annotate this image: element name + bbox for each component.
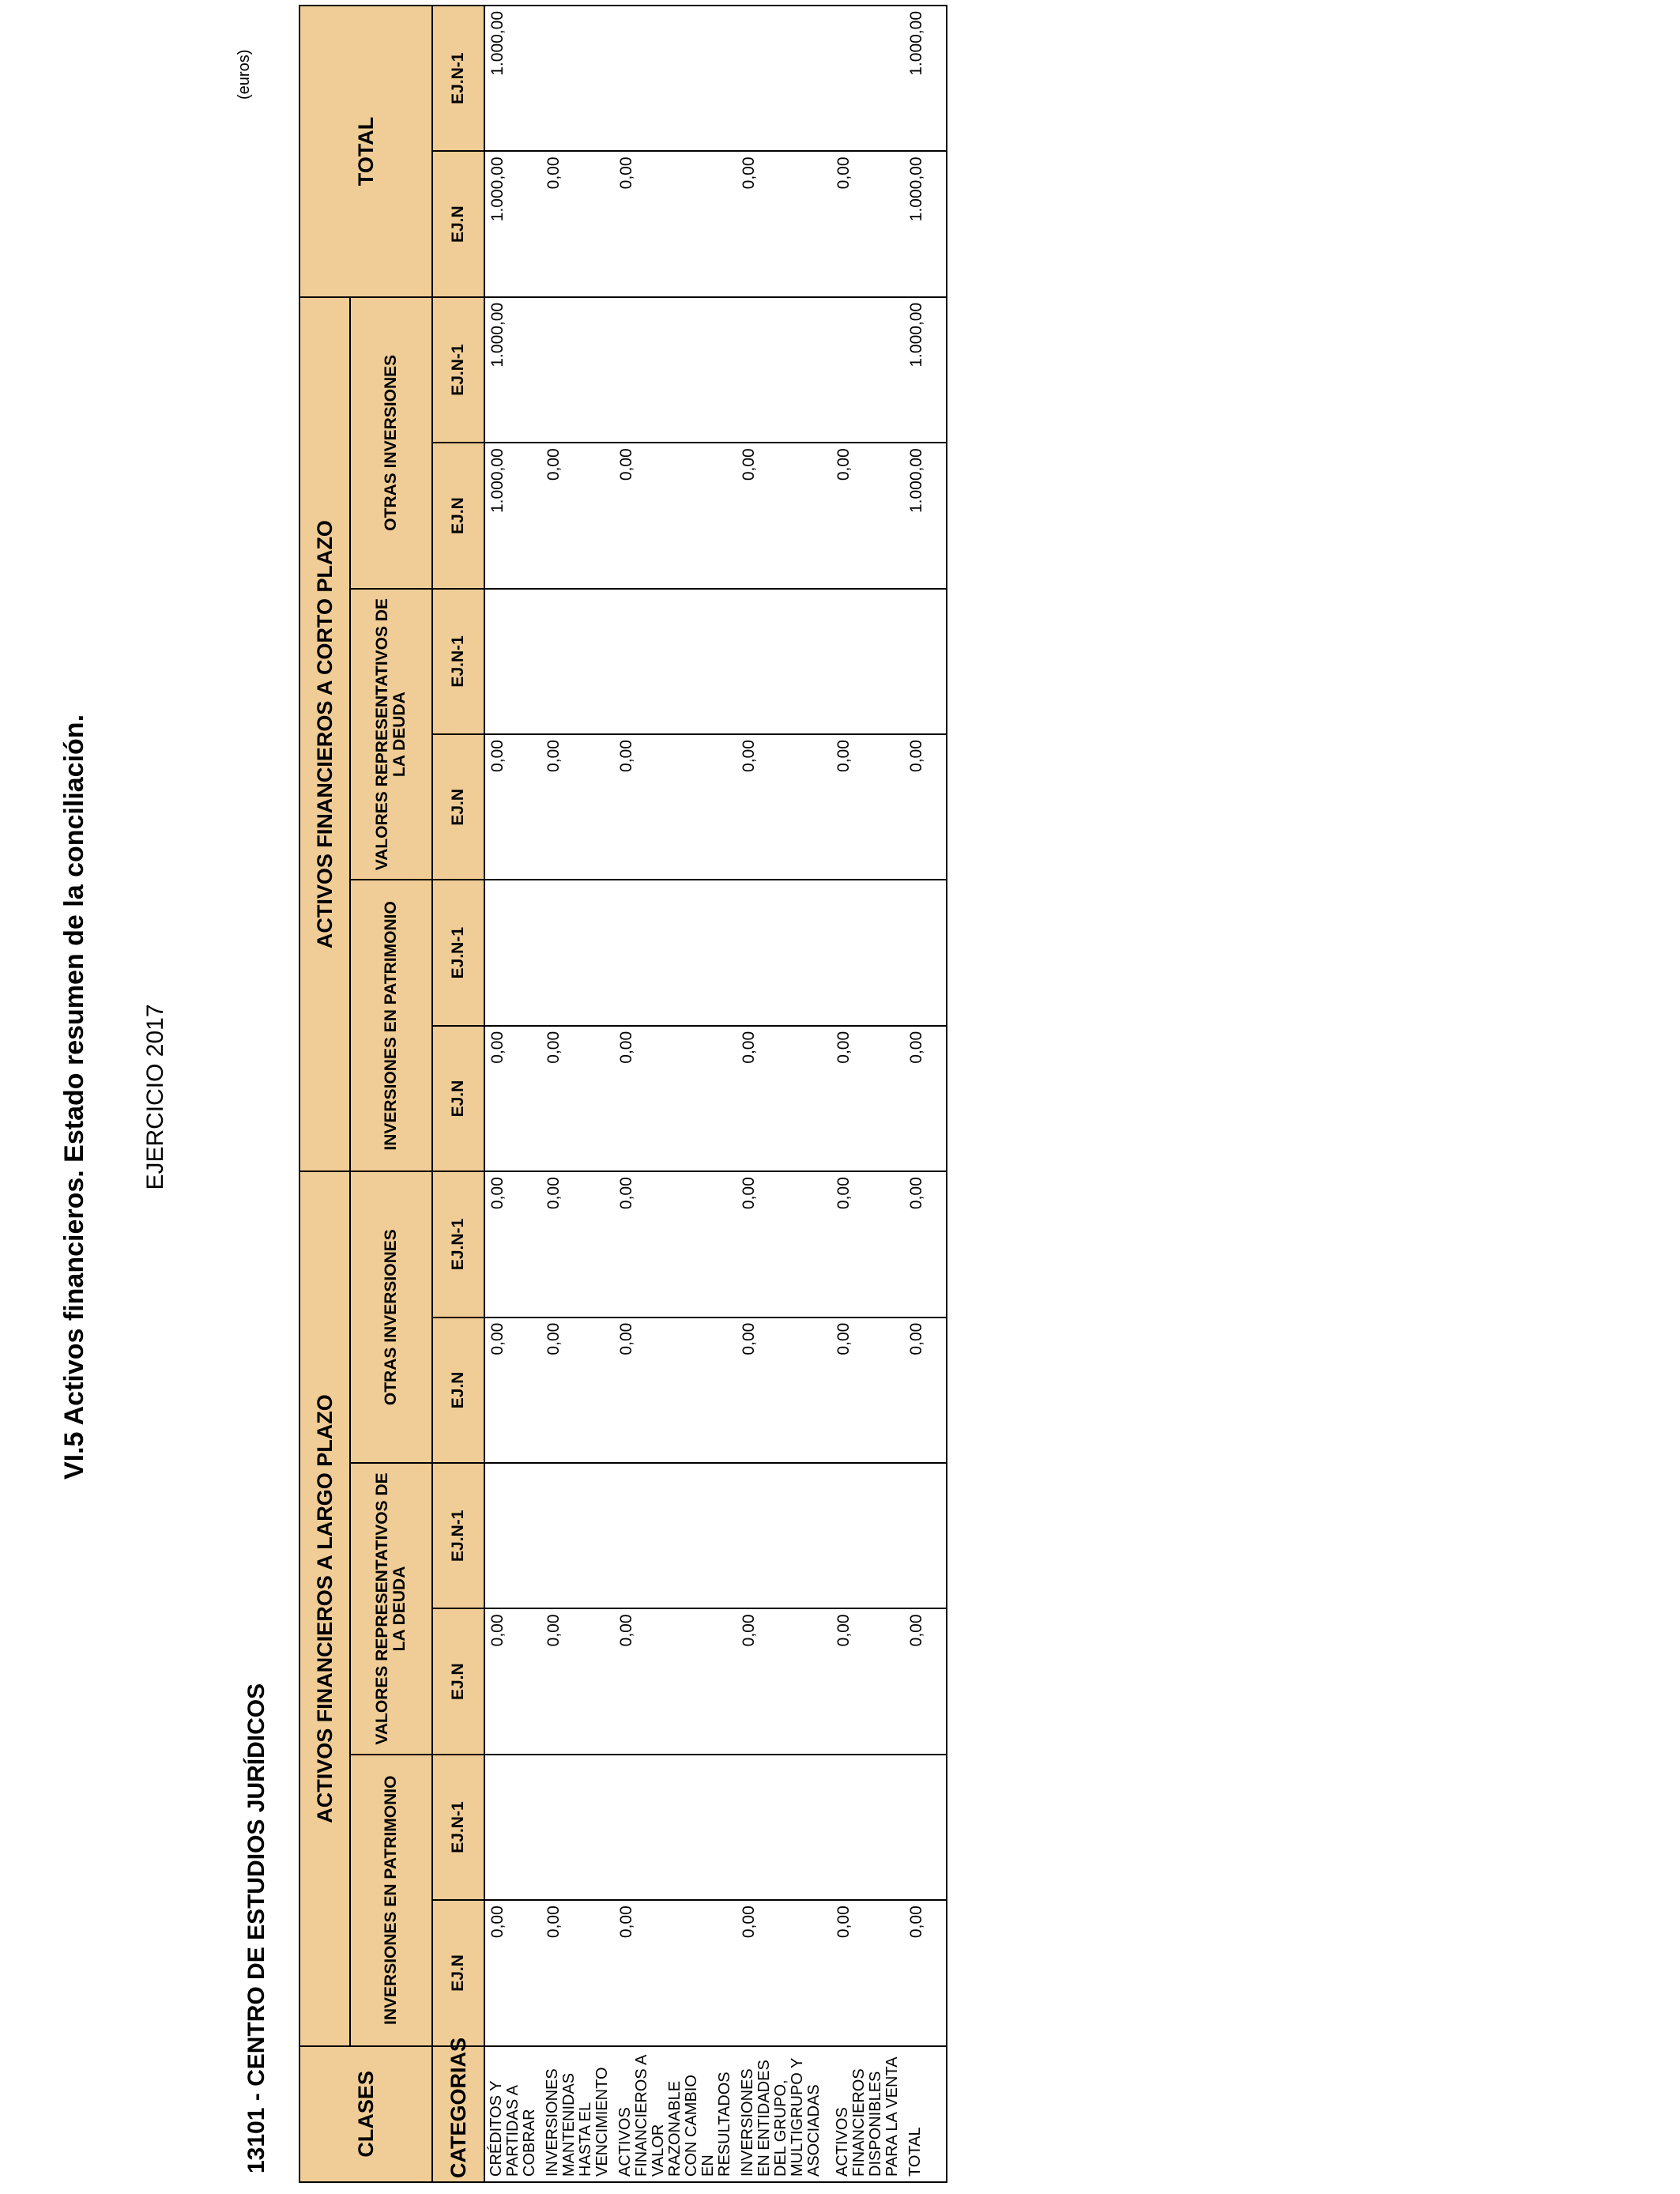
value-cell xyxy=(736,589,831,734)
ejn1-header: EJ.N-1 xyxy=(432,1755,484,1900)
value-cell: 1.000,00 xyxy=(484,443,541,588)
group-header: VALORES REPRESENTATIVOS DE LA DEUDA xyxy=(350,589,432,880)
value-cell: 1.000,00 xyxy=(484,6,541,151)
ejn1-header: EJ.N-1 xyxy=(432,1171,484,1317)
value-cell xyxy=(614,589,736,734)
ejn-header: EJ.N xyxy=(432,1026,484,1171)
group-header: OTRAS INVERSIONES xyxy=(350,297,432,589)
value-cell: 0,00 xyxy=(831,734,904,880)
value-cell: 0,00 xyxy=(736,1608,831,1754)
category-cell: INVERSIONES MANTENIDAS HASTA EL VENCIMIENTO xyxy=(541,2046,614,2182)
value-cell: 0,00 xyxy=(736,734,831,880)
value-cell: 1.000,00 xyxy=(484,297,541,443)
value-cell: 0,00 xyxy=(614,1608,736,1754)
ejn-header: EJ.N xyxy=(432,734,484,880)
category-cell: INVERSIONES EN ENTIDADES DEL GRUPO, MULTIGRUPO Y ASOCIADAS xyxy=(736,2046,831,2182)
value-cell xyxy=(904,1755,947,1900)
value-cell: 0,00 xyxy=(831,1318,904,1463)
value-cell: 0,00 xyxy=(614,1900,736,2045)
value-cell: 0,00 xyxy=(541,1026,614,1171)
group-header: INVERSIONES EN PATRIMONIO xyxy=(350,1755,432,2046)
value-cell: 0,00 xyxy=(614,443,736,588)
value-cell: 0,00 xyxy=(831,1026,904,1171)
value-cell: 1.000,00 xyxy=(904,6,947,151)
value-cell xyxy=(614,297,736,443)
currency-units: (euros) xyxy=(235,49,253,100)
value-cell xyxy=(614,1463,736,1608)
value-cell xyxy=(541,589,614,734)
value-cell xyxy=(904,589,947,734)
value-cell: 0,00 xyxy=(904,734,947,880)
value-cell xyxy=(484,880,541,1025)
ejn-header: EJ.N xyxy=(432,151,484,296)
value-cell: 0,00 xyxy=(831,1171,904,1317)
value-cell: 0,00 xyxy=(831,151,904,296)
value-cell: 0,00 xyxy=(614,734,736,880)
table-row xyxy=(614,6,736,2182)
table-row xyxy=(484,6,541,2182)
ejn1-header: EJ.N-1 xyxy=(432,589,484,734)
value-cell: 1.000,00 xyxy=(904,443,947,588)
ejn-header: EJ.N xyxy=(432,1608,484,1754)
value-cell: 1.000,00 xyxy=(484,151,541,296)
value-cell xyxy=(904,880,947,1025)
group-header: VALORES REPRESENTATIVOS DE LA DEUDA xyxy=(350,1463,432,1755)
value-cell xyxy=(736,1463,831,1608)
value-cell: 0,00 xyxy=(736,1171,831,1317)
value-cell: 0,00 xyxy=(541,1608,614,1754)
entity-name: 13101 - CENTRO DE ESTUDIOS JURÍDICOS xyxy=(243,1683,269,2173)
fiscal-year: EJERCICIO 2017 xyxy=(142,1004,168,1190)
value-cell xyxy=(541,1463,614,1608)
value-cell xyxy=(736,1755,831,1900)
value-cell: 0,00 xyxy=(484,1171,541,1317)
clases-header: CLASES xyxy=(299,2046,432,2182)
value-cell xyxy=(831,1755,904,1900)
value-cell: 0,00 xyxy=(831,1608,904,1754)
value-cell xyxy=(831,297,904,443)
value-cell: 0,00 xyxy=(484,1608,541,1754)
short-term-header: ACTIVOS FINANCIEROS A CORTO PLAZO xyxy=(299,297,350,1171)
category-cell: ACTIVOS FINANCIEROS A VALOR RAZONABLE CON CAMBIO EN RESULTADOS xyxy=(614,2046,736,2182)
categorias-header: CATEGORIAS xyxy=(432,2046,484,2182)
value-cell xyxy=(541,880,614,1025)
report-title: VI.5 Activos financieros. Estado resumen de la conciliación. xyxy=(59,714,89,1480)
value-cell: 0,00 xyxy=(541,151,614,296)
ejn1-header: EJ.N-1 xyxy=(432,6,484,151)
value-cell xyxy=(541,1755,614,1900)
value-cell xyxy=(736,297,831,443)
ejn1-header: EJ.N-1 xyxy=(432,297,484,443)
value-cell: 0,00 xyxy=(831,443,904,588)
value-cell xyxy=(484,1463,541,1608)
value-cell xyxy=(484,589,541,734)
group-header: INVERSIONES EN PATRIMONIO xyxy=(350,880,432,1171)
value-cell: 1.000,00 xyxy=(904,297,947,443)
value-cell: 0,00 xyxy=(541,1171,614,1317)
ejn-header: EJ.N xyxy=(432,1318,484,1463)
ejn1-header: EJ.N-1 xyxy=(432,880,484,1025)
group-header: OTRAS INVERSIONES xyxy=(350,1171,432,1463)
value-cell: 0,00 xyxy=(904,1608,947,1754)
value-cell: 1.000,00 xyxy=(904,151,947,296)
value-cell: 0,00 xyxy=(541,1900,614,2045)
value-cell xyxy=(484,1755,541,1900)
value-cell: 0,00 xyxy=(484,1026,541,1171)
value-cell: 0,00 xyxy=(736,443,831,588)
category-cell: CRÉDITOS Y PARTIDAS A COBRAR xyxy=(484,2046,541,2182)
value-cell xyxy=(736,880,831,1025)
value-cell: 0,00 xyxy=(736,1318,831,1463)
value-cell: 0,00 xyxy=(831,1900,904,2045)
long-term-header: ACTIVOS FINANCIEROS A LARGO PLAZO xyxy=(299,1171,350,2045)
table-row xyxy=(904,6,947,2182)
value-cell xyxy=(831,1463,904,1608)
value-cell: 0,00 xyxy=(904,1026,947,1171)
value-cell: 0,00 xyxy=(614,1318,736,1463)
ejn-header: EJ.N xyxy=(432,1900,484,2045)
value-cell: 0,00 xyxy=(541,443,614,588)
category-cell: ACTIVOS FINANCIEROS DISPONIBLES PARA LA VENTA xyxy=(831,2046,904,2182)
value-cell: 0,00 xyxy=(904,1171,947,1317)
value-cell xyxy=(614,880,736,1025)
value-cell: 0,00 xyxy=(484,1318,541,1463)
table-row xyxy=(831,6,904,2182)
value-cell: 0,00 xyxy=(736,151,831,296)
value-cell: 0,00 xyxy=(484,1900,541,2045)
value-cell xyxy=(736,6,831,151)
value-cell: 0,00 xyxy=(614,151,736,296)
total-header: TOTAL xyxy=(299,6,432,297)
value-cell: 0,00 xyxy=(904,1900,947,2045)
table-body xyxy=(484,6,947,2182)
financial-assets-table xyxy=(299,5,947,2183)
value-cell xyxy=(614,6,736,151)
value-cell: 0,00 xyxy=(614,1171,736,1317)
table-row xyxy=(541,6,614,2182)
value-cell: 0,00 xyxy=(484,734,541,880)
ejn1-header: EJ.N-1 xyxy=(432,1463,484,1608)
table-row xyxy=(736,6,831,2182)
value-cell: 0,00 xyxy=(904,1318,947,1463)
value-cell xyxy=(614,1755,736,1900)
value-cell xyxy=(831,6,904,151)
value-cell xyxy=(904,1463,947,1608)
value-cell xyxy=(831,880,904,1025)
value-cell xyxy=(541,6,614,151)
value-cell: 0,00 xyxy=(541,734,614,880)
value-cell: 0,00 xyxy=(614,1026,736,1171)
value-cell: 0,00 xyxy=(541,1318,614,1463)
value-cell xyxy=(831,589,904,734)
value-cell: 0,00 xyxy=(736,1900,831,2045)
category-cell: TOTAL xyxy=(904,2046,947,2182)
value-cell: 0,00 xyxy=(736,1026,831,1171)
value-cell xyxy=(541,297,614,443)
ejn-header: EJ.N xyxy=(432,443,484,588)
